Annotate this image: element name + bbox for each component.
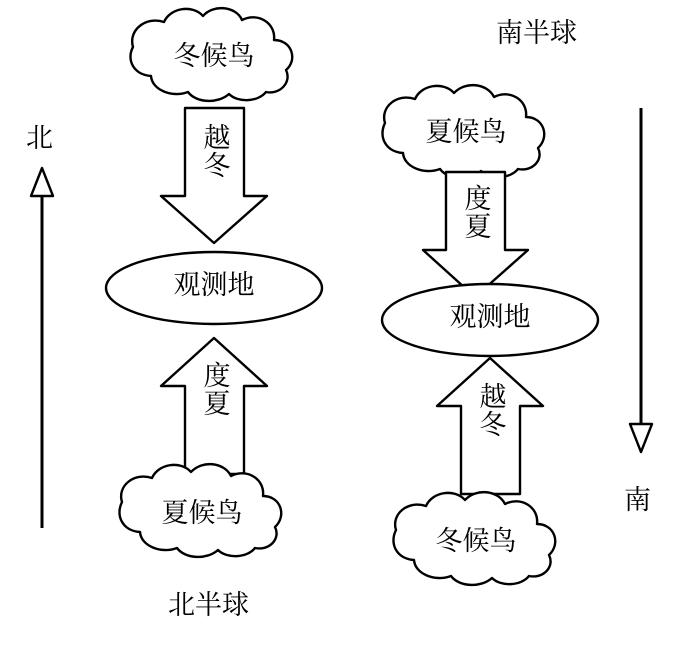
northern-center-ellipse-shape	[106, 252, 322, 324]
north-axis-arrow	[31, 168, 53, 528]
southern-top-cloud-label: 夏候鸟	[425, 117, 507, 147]
northern-top-cloud-shape	[130, 8, 292, 101]
northern-up-arrow-label: 度夏	[199, 361, 230, 417]
southern-down-arrow-shape	[423, 172, 528, 297]
south-axis-label: 南	[624, 485, 651, 515]
southern-bottom-cloud-shape	[393, 492, 555, 585]
northern-hemisphere-label: 北半球	[168, 590, 249, 620]
south-axis-arrow	[630, 108, 652, 452]
southern-bottom-cloud-label: 冬候鸟	[435, 526, 517, 556]
northern-down-arrow-label: 越冬	[199, 123, 230, 179]
northern-bottom-cloud-shape	[119, 464, 281, 557]
northern-bottom-cloud-label: 夏候鸟	[161, 498, 243, 528]
northern-center-ellipse-label: 观测地	[173, 270, 255, 300]
northern-down-arrow-shape	[161, 108, 267, 243]
north-axis-label: 北	[26, 123, 53, 153]
southern-top-cloud-shape	[382, 85, 544, 178]
southern-center-ellipse-label: 观测地	[449, 302, 531, 332]
southern-down-arrow-label: 度夏	[460, 184, 491, 240]
southern-center-ellipse-shape	[382, 284, 598, 356]
southern-up-arrow-shape	[437, 358, 543, 494]
southern-up-arrow-label: 越冬	[475, 382, 506, 438]
southern-hemisphere-label: 南半球	[496, 18, 577, 48]
northern-top-cloud-label: 冬候鸟	[173, 41, 255, 71]
northern-up-arrow-shape	[161, 338, 267, 474]
